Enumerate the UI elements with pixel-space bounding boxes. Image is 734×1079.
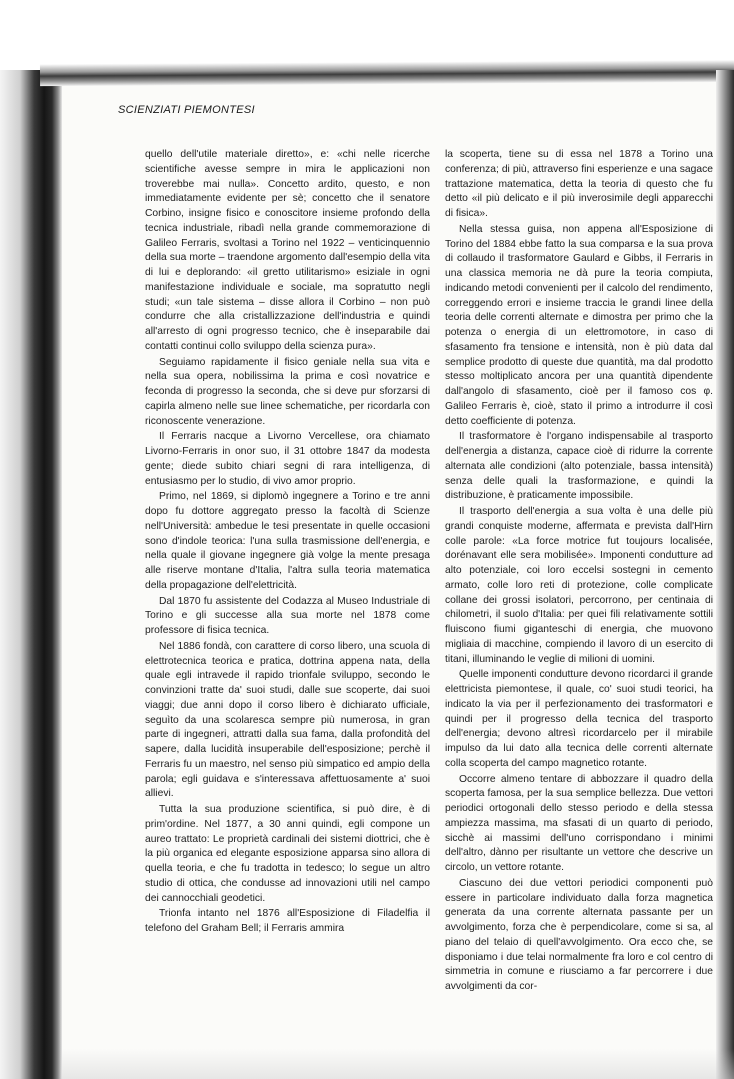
paragraph: Nel 1886 fondà, con carattere di corso libero, una scuola di elettrotecnica teorica e pratica, dottrina appena nata, della quale egli intravede il rapido trionfale sviluppo, secondo le convinzioni tratte da' suoi studi, dalle sue scoperte, dai suoi viaggi; due anni dopo il corso libero è dichiarato ufficiale, seguìto da una scolaresca sempre più numerosa, in gran parte di ingegneri, attratti dalla sua fama, dalla profondità del sapere, dalla lucidità insuperabile dell'esposizione; perchè il Ferraris fu un maestro, nel senso più simpatico ed ampio della parola; egli guidava e s'interessava affettuosamente a' suoi allievi. [145, 640, 430, 800]
scan-binding-shadow-left [0, 70, 62, 1079]
paragraph: quello dell'utile materiale diretto», e: «chi nelle ricerche scientifiche avesse sempre in mira le applicazioni non troverebbe mai nulla». Concetto ardito, questo, e non immediatamente evidente per sè; concetto che il senatore Corbino, insigne fisico e conoscitore insieme profondo della tecnica industriale, ribadì nella grande commemorazione di Galileo Ferraris, svoltasi a Torino nel 1922 – venticinquennio della sua morte – traendone argomento dall'esempio della vita di lui e deplorando: «il gretto utilitarismo» esiziale in ogni manifestazione individuale e sociale, ma sopratutto negli studi; «un tale sistema – disse allora il Corbino – non può condurre che alla cristallizzazione dell'industria e quindi all'arresto di ogni progresso tecnico, che è inseparabile dai contatti continui collo sviluppo della scienza pura». [145, 149, 430, 352]
paragraph: Primo, nel 1869, si diplomò ingegnere a Torino e tre anni dopo fu dottore aggregato presso la facoltà di Scienze nell'Università: ambedue le tesi presentate in quelle occasioni sono d'indole teorica: l'una sulla trasmissione dell'energia, e nella quale il giovane ingegnere già volge la mente presaga alle riserve montane d'Italia, l'altra sulla teoria matematica della propagazione dell'elettricità. [145, 491, 430, 591]
paragraph: Il Ferraris nacque a Livorno Vercellese, ora chiamato Livorno-Ferraris in onor suo, il 31 ottobre 1847 da modesta gente; diede subito chiari segni di rara intelligenza, di entusiasmo per lo studio, di vivo amor proprio. [145, 431, 430, 487]
paragraph: Seguiamo rapidamente il fisico geniale nella sua vita e nella sua opera, nobilissima la prima e così novatrice e feconda di progresso la seconda, che si deve pur sforzarsi di capirla almeno nelle sue linee schematiche, per ricordarla con riconoscente venerazione. [145, 356, 430, 427]
paragraph: Quelle imponenti condutture devono ricordarci il grande elettricista piemontese, il quale, co' suoi studi teorici, ha indicato la via per il perfezionamento dei trasformatori e quindi per il progresso della tecnica del trasporto dell'energia; devono altresì ricordarcelo per il mirabile impulso da lui dato alla tecnica delle correnti alternate colla scoperta del campo magnetico rotante. [445, 669, 713, 769]
paragraph: Occorre almeno tentare di abbozzare il quadro della scoperta famosa, per la sua semplice bellezza. Due vettori periodici ortogonali dello stesso periodo e della stessa ampiezza massima, ma sfasati di un quarto di periodo, sicchè ai massimi dell'uno corrispondano i minimi dell'altro, dànno per risultante un vettore che descrive un circolo, un vettore rotante. [445, 773, 713, 873]
paragraph: Nella stessa guisa, non appena all'Esposizione di Torino del 1884 ebbe fatto la sua comparsa e la sua prova di collaudo il trasformatore Gaulard e Gibbs, il Ferraris in una classica memoria ne dà pure la teoria compiuta, indicando metodi convenienti per il calcolo del rendimento, correggendo errori e insieme traccia le grandi linee della teoria delle correnti alternate e dimostra per primo che la potenza o energia di un elettromotore, in caso di sfasamento fra tensione e intensità, non è più data dal semplice prodotto di queste due quantità, ma dal prodotto stesso moltiplicato ancora per una quantità dipendente dall'angolo di sfasamento, cioè per il famoso cos φ. Galileo Ferraris è, cioè, stato il primo a introdurre il così detto coefficiente di potenza. [445, 223, 713, 427]
left-column [145, 148, 430, 938]
scan-shadow-bottom [62, 1049, 734, 1079]
paragraph: la scoperta, tiene su di essa nel 1878 a Torino una conferenza; di più, attraverso fini esperienze e una sagace trattazione matematica, detta la teoria di questo che fu detto «il più delicato e il più inverosimile degli apparecchi di fisica». [445, 149, 713, 219]
scan-page-edge-right [716, 70, 734, 1079]
paragraph: Trionfa intanto nel 1876 all'Esposizione di Filadelfia il telefono del Graham Bell; il Ferraris ammira [145, 908, 430, 934]
paragraph: Ciascuno dei due vettori periodici componenti può essere in particolare individuato dalla forza magnetica generata da una corrente alternata passante per un avvolgimento, forza che è perpendicolare, come si sa, al piano del telaio di quell'avvolgimento. Ora ecco che, se disponiamo i due telai normalmente fra loro e col centro di simmetria in comune e riusciamo a far percorrere i due avvolgimenti da cor- [445, 877, 713, 992]
right-column [445, 148, 713, 996]
paragraph: Tutta la sua produzione scientifica, si può dire, è di prim'ordine. Nel 1877, a 30 anni quindi, egli compone un aureo trattato: Le proprietà cardinali dei sistemi diottrici, che è la più organica ed elegante esposizione apparsa sino allora di quella teoria, e che fu tradotta in tedesco; lo segue un altro studio di ottica, che condusse ad innovazioni utili nel campo dei cannocchiali geodetici. [145, 804, 430, 904]
running-head: SCIENZIATI PIEMONTESI [118, 104, 255, 116]
paragraph: Il trasporto dell'energia a sua volta è una delle più grandi conquiste moderne, affermata e prevista dall'Hirn colle parole: «La force motrice fut toujours localisée, dorénavant elle sera mobilisée». Imponenti condutture ad alto potenziale, coi loro eccelsi sostegni in cemento armato, colle loro reti di protezione, colle complicate collane dei grossi isolatori, percorrono, per centinaia di chilometri, il suolo d'Italia: per quei fili relativamente sottili fluiscono fiumi giganteschi di energia, che muovono migliaia di macchine, compiendo il lavoro di un esercito di titani, illuminando le veglie di milioni di uomini. [445, 506, 713, 665]
paragraph: Il trasformatore è l'organo indispensabile al trasporto dell'energia a distanza, capace cioè di ridurre la corrente alternata alle condizioni (alto potenziale, bassa intensità) senza delle quali la trasformazione, e quindi la distribuzione, è praticamente impossibile. [445, 431, 713, 502]
paragraph: Dal 1870 fu assistente del Codazza al Museo Industriale di Torino e gli successe alla sua morte nel 1878 come professore di fisica tecnica. [145, 595, 430, 636]
scan-page-edge-top [40, 60, 734, 86]
